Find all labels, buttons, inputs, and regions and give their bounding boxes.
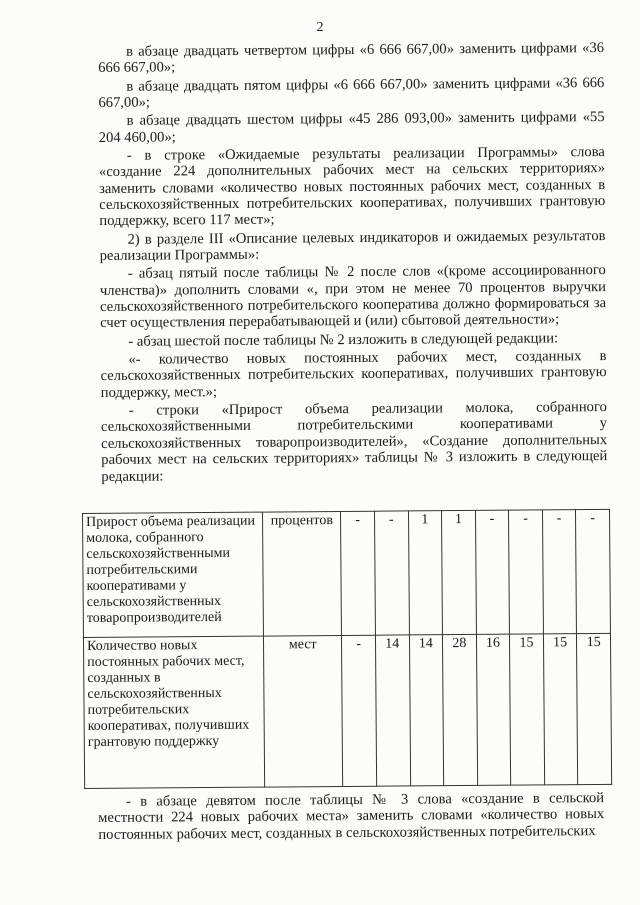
paragraph: - в абзаце девятом после таблицы № 3 слова «создание в сельской местности 224 новых рабочих места» заменить словами «количество новых постоянных рабочих мест, созданных в сельскохозяйственных потребительских <box>98 790 605 843</box>
indicator-value: 15 <box>577 633 612 784</box>
document-continuation <box>98 790 604 843</box>
indicator-value: - <box>341 511 376 635</box>
table-row <box>83 509 611 637</box>
document-body <box>98 40 607 487</box>
page-number: 2 <box>316 20 324 35</box>
indicator-value: - <box>576 509 611 633</box>
indicator-value: - <box>542 510 577 634</box>
indicator-value: - <box>509 510 544 634</box>
paragraph: «- количество новых постоянных рабочих мест, созданных в сельскохозяйственных потребительских кооперативах, получивших грантовую поддержку, мест.»; <box>100 347 607 401</box>
paragraph: в абзаце двадцать шестом цифры «45 286 093,00» заменить цифрами «55 204 460,00»; <box>98 109 605 146</box>
indicator-value: 15 <box>510 634 545 785</box>
indicators-table <box>82 509 612 789</box>
paragraph: - абзац шестой после таблицы № 2 изложить в следующей редакции: <box>128 330 559 350</box>
indicator-value: - <box>475 510 510 634</box>
indicator-value: - <box>342 635 377 786</box>
indicator-value: 16 <box>476 634 511 785</box>
indicator-value: 15 <box>543 634 578 785</box>
indicator-value: 1 <box>408 511 443 635</box>
paragraph: - в строке «Ожидаемые результаты реализации Программы» слова «создание 224 дополнительных рабочих мест на сельских территориях» заменить словами «количество новых постоянных рабочих мест, созданных в сельскохозяйственных потребительских кооперативах, получивших грантовую поддержку, всего 117 мест»; <box>98 143 606 230</box>
indicator-name: Прирост объема реализации молока, собранного сельскохозяйственными потребительскими кооперативами у сельскохозяйственных товаропроизводителей <box>83 512 264 637</box>
paragraph: - строки «Прирост объема реализации молока, собранного сельскохозяйственными потребительскими кооперативами у сельскохозяйственных товаропроизводителей», «Создание дополнительных рабочих мест на сельских территориях» таблицы № 3 изложить в следующей редакции: <box>100 398 608 485</box>
indicator-value: 14 <box>409 635 444 786</box>
indicator-value: 28 <box>443 634 478 785</box>
indicator-unit: мест <box>264 635 344 787</box>
paragraph: в абзаце двадцать четвертом цифры «6 666 667,00» заменить цифрами «36 666 667,00»; <box>98 40 605 77</box>
indicator-unit: процентов <box>263 511 342 636</box>
indicator-name: Количество новых постоянных рабочих мест, созданных в сельскохозяйственных потребительских кооперативах, получивших грантовую поддержку <box>83 636 264 788</box>
paragraph: 2) в разделе III «Описание целевых индикаторов и ожидаемых результатов реализации Программы»: <box>99 227 606 265</box>
paragraph: в абзаце двадцать пятом цифры «6 666 667,00» заменить цифрами «36 666 667,00»; <box>98 74 605 112</box>
table-row <box>83 633 611 788</box>
indicator-value: 1 <box>442 510 477 634</box>
paragraph: - абзац пятый после таблицы № 2 после слов «(кроме ассоциированного членства)» дополнить словами «, при этом не менее 70 процентов выручки сельскохозяйственного потребительского кооператива должно формироваться за счет осуществления перерабатывающей и (или) сбытовой деятельности»; <box>99 262 607 332</box>
indicator-value: - <box>374 511 409 635</box>
indicator-value: 14 <box>375 635 410 786</box>
